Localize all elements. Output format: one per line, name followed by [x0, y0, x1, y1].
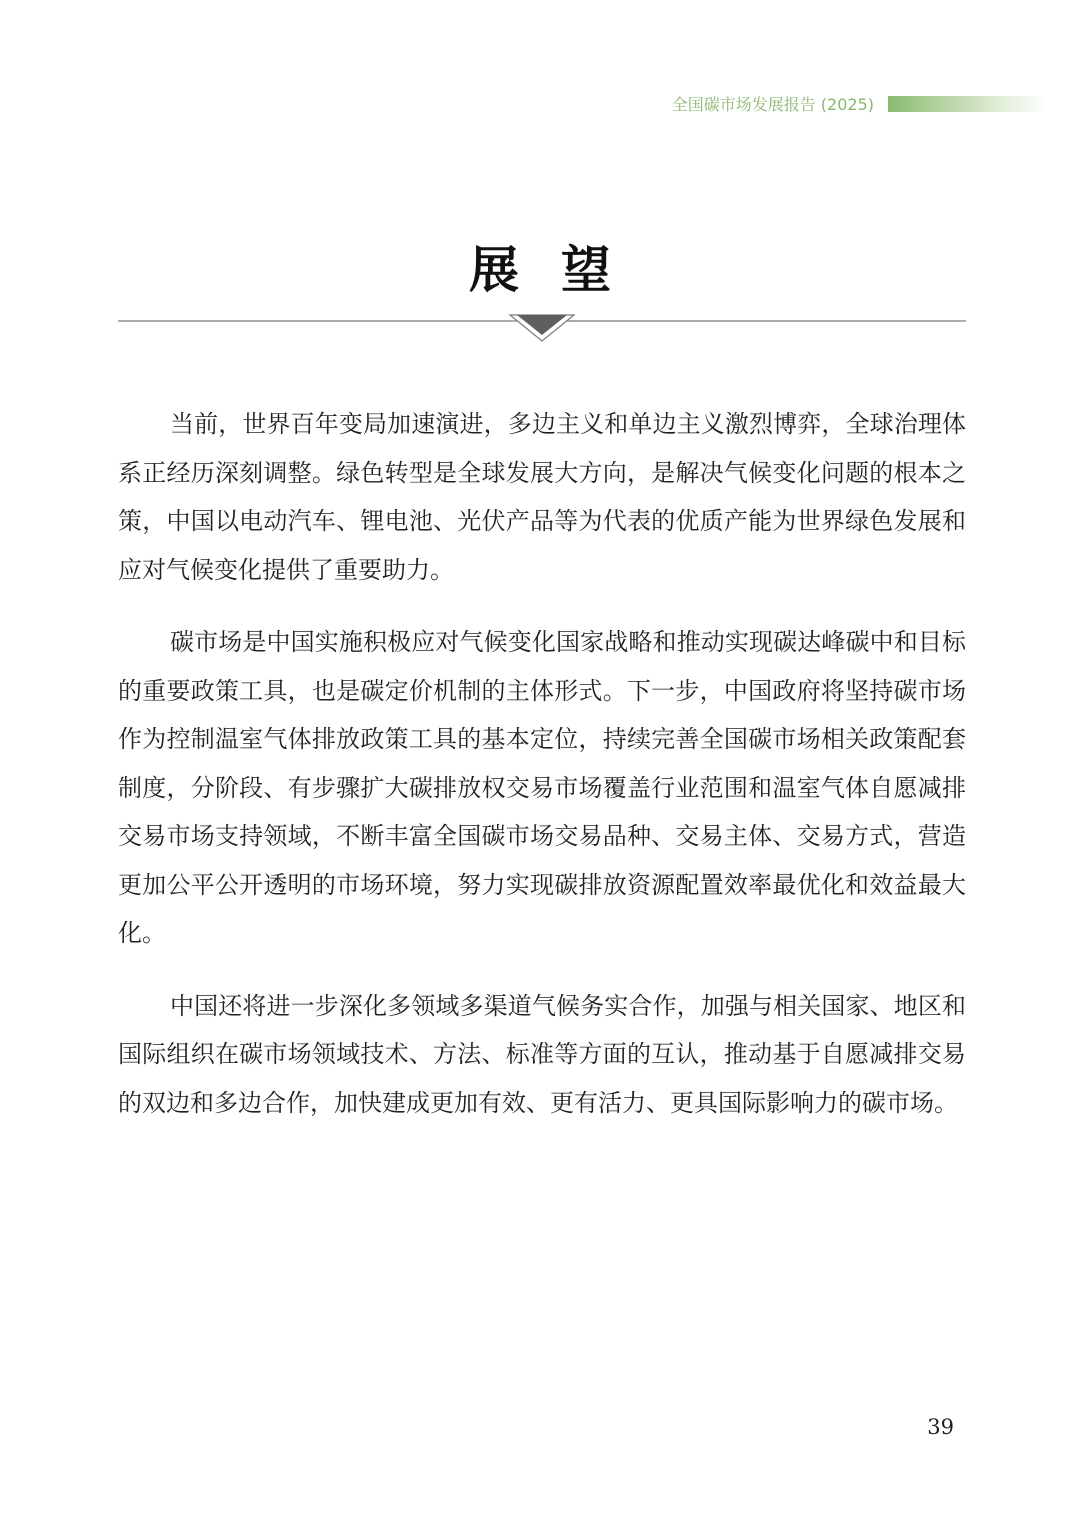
header-gradient-bar: [888, 96, 1048, 112]
page-title: 展望: [469, 239, 653, 299]
running-header-title: 全国碳市场发展报告 (2025): [671, 95, 874, 114]
paragraph-2: 碳市场是中国实施积极应对气候变化国家战略和推动实现碳达峰碳中和目标的重要政策工具，也是碳定价机制的主体形式。下一步，中国政府将坚持碳市场作为控制温室气体排放政策工具的基本定位，持续完善全国碳市场相关政策配套制度，分阶段、有步骤扩大碳排放权交易市场覆盖行业范围和温室气体自愿减排交易市场支持领域，不断丰富全国碳市场交易品种、交易主体、交易方式，营造更加公平公开透明的市场环境，努力实现碳排放资源配置效率最优化和效益最大化。: [118, 628, 966, 947]
running-header: [0, 94, 1080, 118]
paragraph-3: 中国还将进一步深化多领域多渠道气候务实合作，加强与相关国家、地区和国际组织在碳市场领域技术、方法、标准等方面的互认，推动基于自愿减排交易的双边和多边合作，加快建成更加有效、更有活力、更具国际影响力的碳市场。: [118, 991, 966, 1117]
title-divider: [118, 300, 966, 350]
paragraph-1: 当前，世界百年变局加速演进，多边主义和单边主义激烈博弈，全球治理体系正经历深刻调整。绿色转型是全球发展大方向，是解决气候变化问题的根本之策，中国以电动汽车、锂电池、光伏产品等为代表的优质产能为世界绿色发展和应对气候变化提供了重要助力。: [118, 410, 966, 584]
body-text: [118, 400, 966, 1151]
page-number: 39: [927, 1415, 954, 1439]
